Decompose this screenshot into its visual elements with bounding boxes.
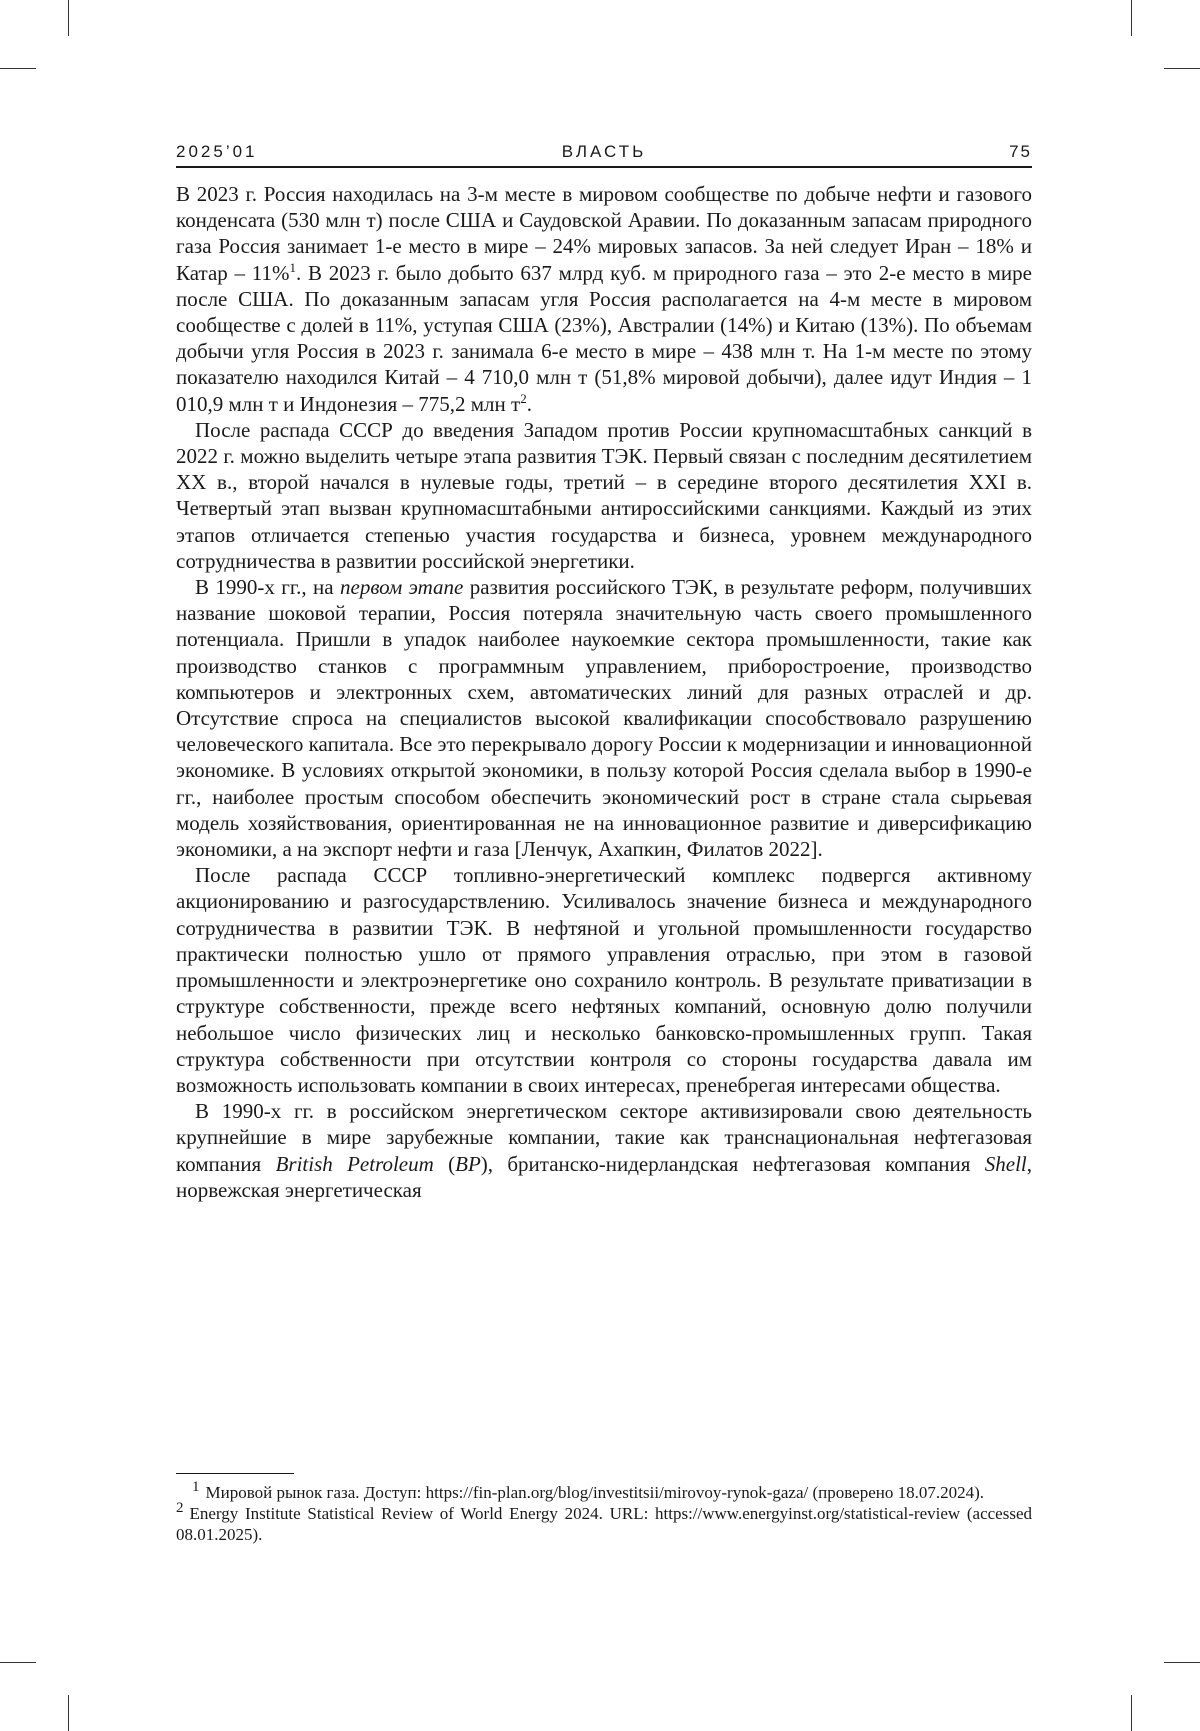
paragraph: После распада СССР до введения Западом против России крупномасштабных санкций в 2022 г. можно выделить четыре этапа развития ТЭК. Первый связан с последним десятилетием XX в., второй начался в нулевые годы, третий – в середине второго десятилетия XXI в. Четвертый этап вызван крупномасштабными антироссийскими санкциями. Каждый из этих этапов отличается степенью участия государства и бизнеса, уровнем международного сотрудничества в развитии российской энергетики. (176, 417, 1032, 574)
footnotes (176, 1482, 1032, 1545)
page-number: 75 (1009, 142, 1032, 162)
crop-mark (0, 1662, 36, 1663)
crop-mark (1131, 1695, 1132, 1731)
paragraph: В 1990-х гг., на первом этапе развития российского ТЭК, в результате реформ, получивших название шоковой терапии, Россия потеряла значительную часть своего промышленного потенциала. Пришли в упадок наиболее наукоемкие сектора промышленности, такие как производство станков с программным управлением, приборостроение, производство компьютеров и электронных схем, автоматических линий для разных отраслей и др. Отсутствие спроса на специалистов высокой квалификации способствовало разрушению человеческого капитала. Все это перекрывало дорогу России к модернизации и инновационной экономике. В условиях открытой экономики, в пользу которой Россия сделала выбор в 1990-е гг., наиболее простым способом обеспечить экономический рост в стране стала сырьевая модель хозяйствования, ориентированная не на инновационное развитие и диверсификацию экономики, а на экспорт нефти и газа [Ленчук, Ахапкин, Филатов 2022]. (176, 574, 1032, 862)
body-text (176, 181, 1032, 1203)
footnote-reference[interactable]: 1 (289, 260, 296, 275)
footnote-number: 1 (192, 1479, 200, 1495)
issue-number: 2025’01 (176, 142, 258, 162)
running-header (176, 142, 1032, 164)
footnote (176, 1503, 1032, 1545)
paragraph: После распада СССР топливно-энергетический комплекс подвергся активному акционированию и разгосударствлению. Усиливалось значение бизнеса и международного сотрудничества в развитии ТЭК. В нефтяной и угольной промышленности государство практически полностью ушло от прямого управления отраслью, при этом в газовой промышленности и электроэнергетике оно сохранило контроль. В результате приватизации в структуре собственности, прежде всего нефтяных компаний, основную долю получили небольшое число физических лиц и несколько банковско-промышленных групп. Такая структура собственности при отсутствии контроля со стороны государства давала им возможность использовать компании в своих интересах, пренебрегая интересами общества. (176, 862, 1032, 1098)
crop-mark (1164, 1662, 1200, 1663)
crop-mark (68, 1695, 69, 1731)
crop-mark (0, 68, 36, 69)
footnote-text: Мировой рынок газа. Доступ: https://fin-plan.org/blog/investitsii/mirovoy-rynok-gaza/ (проверено 18.07.2024). (206, 1483, 985, 1502)
emphasis: первом этапе (340, 575, 463, 599)
paragraph: В 1990-х гг. в российском энергетическом секторе активизировали свою деятельность крупнейшие в мире зарубежные компании, такие как транснациональная нефтегазовая компания British Petroleum (BP), британско-нидерландская нефтегазовая компания Shell, норвежская энергетическая (176, 1098, 1032, 1203)
company-name: British Petroleum (276, 1152, 434, 1176)
crop-mark (1164, 68, 1200, 69)
paragraph: В 2023 г. Россия находилась на 3-м месте в мировом сообществе по добыче нефти и газового конденсата (530 млн т) после США и Саудовской Аравии. По доказанным запасам природного газа Россия занимает 1-е место в мире – 24% мировых запасов. За ней следует Иран – 18% и Катар – 11%1. В 2023 г. было добыто 637 млрд куб. м природного газа – это 2-е место в мире после США. По доказанным запасам угля Россия располагается на 4-м месте в мировом сообществе с долей в 11%, уступая США (23%), Австралии (14%) и Китаю (13%). По объемам добычи угля Россия в 2023 г. занимала 6-е место в мире – 438 млн т. На 1-м месте по этому показателю находился Китай – 4 710,0 млн т (51,8% мировой добычи), далее идут Индия – 1 010,9 млн т и Индонезия – 775,2 млн т2. (176, 181, 1032, 417)
footnote-number: 2 (176, 1500, 184, 1516)
company-name: Shell (985, 1152, 1027, 1176)
footnote-rule (176, 1473, 294, 1474)
footnote-reference[interactable]: 2 (520, 391, 527, 406)
header-rule (176, 166, 1032, 168)
footnote-text: Energy Institute Statistical Review of World Energy 2024. URL: https://www.energyinst.org/statistical-review (accessed 08.01.2025). (176, 1504, 1032, 1544)
crop-mark (1131, 0, 1132, 36)
crop-mark (68, 0, 69, 36)
journal-title: ВЛАСТЬ (176, 142, 1032, 162)
company-abbreviation: BP (455, 1152, 481, 1176)
footnote (176, 1482, 1032, 1503)
